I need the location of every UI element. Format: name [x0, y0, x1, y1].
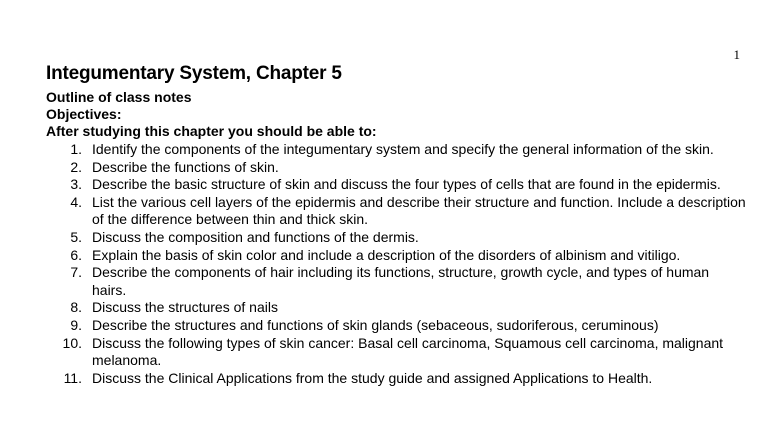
objective-number: 7. — [70, 264, 82, 281]
objective-item — [46, 247, 746, 265]
objectives-intro: After studying this chapter you should be able to: — [46, 123, 377, 139]
objective-text: List the various cell layers of the epidermis and describe their structure and function. Include a description of the difference between thin and thick skin. — [92, 193, 746, 228]
objective-item — [46, 141, 746, 159]
objective-text: Discuss the composition and functions of the dermis. — [92, 228, 419, 245]
objectives-heading: Objectives: — [46, 106, 122, 122]
objective-number: 11. — [63, 369, 82, 386]
objective-text: Describe the structures and functions of skin glands (sebaceous, sudoriferous, ceruminous) — [92, 316, 659, 333]
objective-number: 5. — [70, 228, 82, 245]
objective-text: Discuss the structures of nails — [92, 299, 278, 316]
objective-text: Describe the basic structure of skin and discuss the four types of cells that are found in the epidermis. — [92, 176, 721, 193]
objective-text: Describe the functions of skin. — [92, 158, 279, 175]
objective-number: 2. — [70, 158, 82, 175]
objective-text: Identify the components of the integumentary system and specify the general information of the skin. — [92, 141, 714, 157]
objective-number: 9. — [70, 316, 82, 333]
objective-item — [46, 335, 746, 370]
objective-text: Describe the components of hair including its functions, structure, growth cycle, and types of human hairs. — [92, 264, 710, 298]
objective-item — [46, 299, 746, 317]
objective-item — [46, 229, 746, 247]
objective-number: 3. — [70, 176, 82, 193]
objective-number: 4. — [70, 193, 82, 210]
objective-item — [46, 264, 746, 299]
document-subtitle: Outline of class notes — [46, 89, 192, 105]
objective-item — [46, 194, 746, 229]
objective-number: 10. — [62, 334, 82, 351]
document-title: Integumentary System, Chapter 5 — [46, 63, 342, 84]
objective-item — [46, 370, 746, 388]
objectives-list — [46, 141, 746, 387]
objective-item — [46, 176, 746, 194]
objective-text: Discuss the Clinical Applications from the study guide and assigned Applications to Health. — [92, 369, 653, 386]
objective-item — [46, 317, 746, 335]
objective-text: Explain the basis of skin color and include a description of the disorders of albinism and vitiligo. — [92, 246, 681, 263]
objective-number: 8. — [70, 299, 82, 316]
objective-number: 6. — [70, 246, 82, 263]
objective-item — [46, 159, 746, 177]
objective-text: Discuss the following types of skin cancer: Basal cell carcinoma, Squamous cell carcinoma, malignant melanoma. — [92, 334, 724, 369]
page-number: 1 — [733, 47, 740, 62]
objective-number: 1. — [70, 141, 82, 157]
